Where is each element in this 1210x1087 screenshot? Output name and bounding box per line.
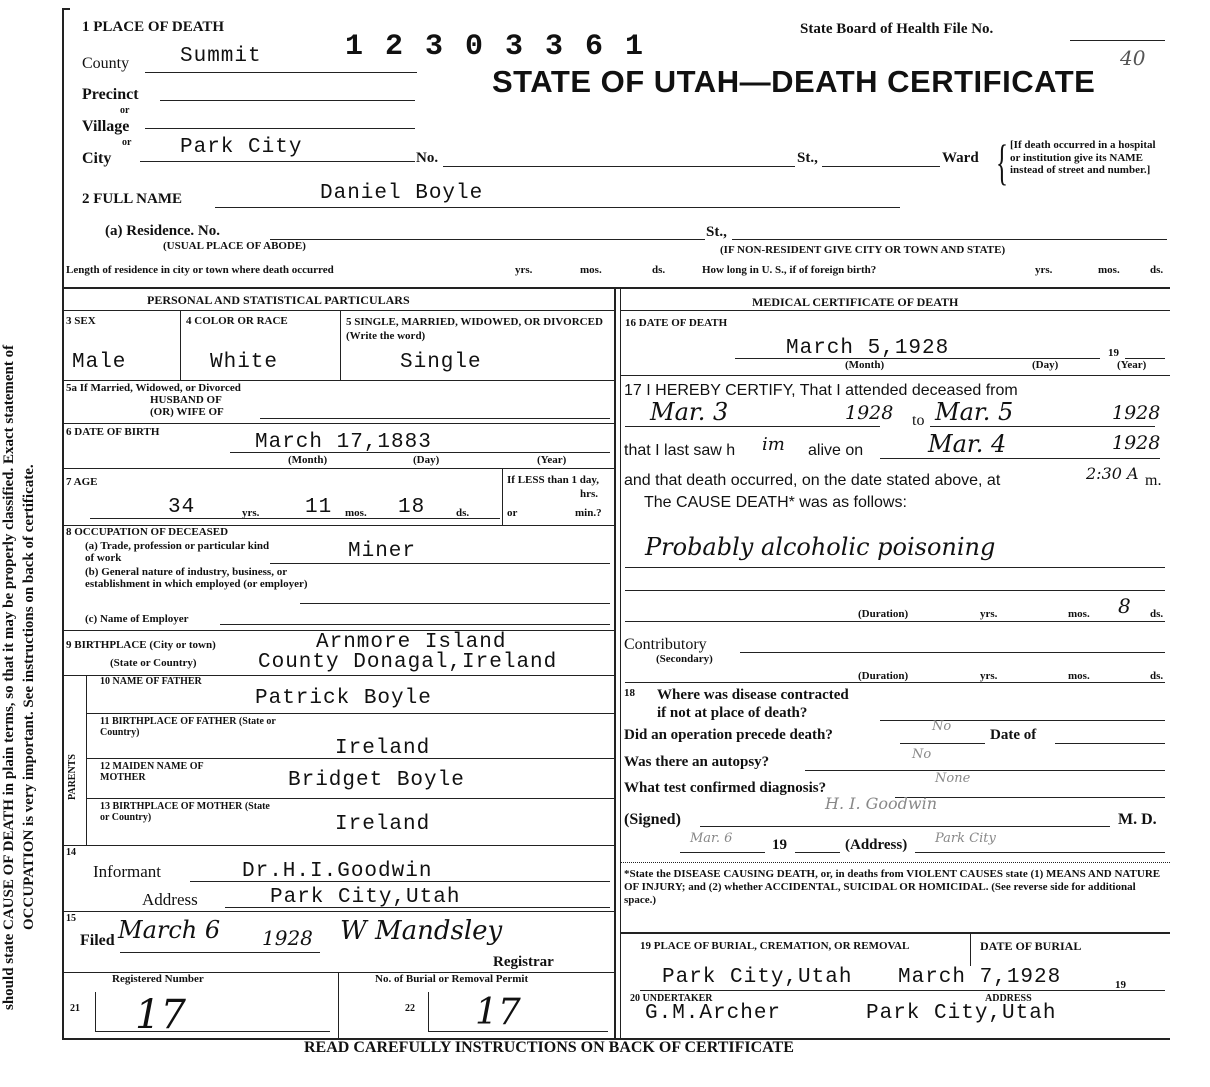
city-value: Park City [180, 136, 303, 159]
father-birthplace-label: 11 BIRTHPLACE OF FATHER (State or Country) [100, 716, 276, 738]
non-resident-label: (IF NON-RESIDENT GIVE CITY OR TOWN AND STATE) [720, 244, 1006, 256]
side-instruction-line-2: OCCUPATION is very important. See instructions on back of certificate. [21, 464, 37, 930]
less-than-day-label: If LESS than 1 day, [507, 474, 600, 486]
registrar-label: Registrar [493, 954, 554, 970]
city-label: City [82, 150, 112, 167]
marital-status-label: 5 SINGLE, MARRIED, WIDOWED, OR DIVORCED (Write the word) [346, 316, 603, 342]
burial-place-label: 19 PLACE OF BURIAL, CREMATION, OR REMOVAL [640, 940, 910, 952]
operation-label: Did an operation precede death? [624, 727, 833, 743]
attended-from-date: Mar. 3 [650, 398, 729, 426]
registered-number-label: Registered Number [112, 973, 204, 985]
precinct-label: Precinct [82, 86, 139, 103]
birthplace-line2: County Donagal,Ireland [258, 651, 558, 674]
operation-date-label: Date of [990, 727, 1037, 743]
cause-label: The CAUSE DEATH* was as follows: [644, 494, 907, 511]
mother-birthplace-value: Ireland [335, 813, 431, 836]
how-long-in-us-label: How long in U. S., if of foreign birth? [702, 264, 877, 276]
date-of-death-value: March 5,1928 [786, 337, 950, 360]
operation-value: No [932, 719, 952, 734]
street-no-label: No. [416, 150, 439, 166]
filed-year: 1928 [262, 926, 313, 950]
birthplace-label: 9 BIRTHPLACE (City or town) [66, 639, 216, 651]
footer-instructions: READ CAREFULLY INSTRUCTIONS ON BACK OF CERTIFICATE [304, 1039, 794, 1056]
filed-date: March 6 [118, 916, 221, 944]
father-birthplace-value: Ireland [335, 737, 431, 760]
physician-address-label: (Address) [845, 837, 908, 853]
burial-permit-label: No. of Burial or Removal Permit [375, 973, 529, 985]
undertaker-address-label: ADDRESS [985, 993, 1032, 1004]
burial-place-value: Park City,Utah [662, 966, 853, 989]
autopsy-label: Was there an autopsy? [624, 754, 770, 770]
usual-abode-label: (USUAL PLACE OF ABODE) [163, 240, 306, 252]
date-of-burial-label: DATE OF BURIAL [980, 939, 1082, 953]
autopsy-value: No [912, 747, 932, 762]
informant-label: Informant [93, 862, 161, 881]
test-confirmed-value: None [935, 771, 971, 786]
undertaker-address-value: Park City,Utah [866, 1002, 1057, 1025]
state-file-label: State Board of Health File No. [800, 21, 994, 37]
medical-section-title: MEDICAL CERTIFICATE OF DEATH [752, 295, 959, 309]
date-of-birth-label: 6 DATE OF BIRTH [66, 426, 160, 438]
contributory-label: Contributory [624, 636, 707, 653]
signed-date: Mar. 6 [690, 831, 733, 846]
mother-name-value: Bridget Boyle [288, 769, 465, 792]
informant-value: Dr.H.I.Goodwin [242, 860, 433, 883]
last-saw-date: Mar. 4 [928, 430, 1007, 458]
cause-instructions-note: *State the DISEASE CAUSING DEATH, or, in deaths from VIOLENT CAUSES state (1) MEANS AND NATURE OF INJURY; and (2) whether ACCIDENTAL, SUICIDAL OR HOMICIDAL. (See reverse side for additional space.) [624, 868, 1161, 907]
cause-of-death-value: Probably alcoholic poisoning [645, 533, 996, 561]
full-name-label: 2 FULL NAME [82, 191, 183, 207]
age-months-value: 11 [305, 496, 333, 519]
death-time-statement: and that death occurred, on the date stated above, at [624, 472, 1001, 489]
informant-address-label: Address [142, 890, 198, 909]
father-name-label: 10 NAME OF FATHER [100, 676, 202, 687]
state-file-value: 40 [1120, 46, 1146, 70]
parents-label: PARENTS [67, 754, 78, 800]
father-name-value: Patrick Boyle [255, 687, 432, 710]
age-years-value: 34 [168, 496, 196, 519]
color-race-value: White [210, 351, 279, 374]
length-of-residence-label: Length of residence in city or town where death occurred [66, 264, 334, 276]
informant-address-value: Park City,Utah [270, 886, 461, 909]
death-time-value: 2:30 A [1086, 464, 1139, 483]
registrar-signature: W Mandsley [340, 916, 503, 946]
registered-number-value: 17 [135, 992, 186, 1038]
burial-permit-value: 17 [475, 992, 521, 1033]
personal-section-title: PERSONAL AND STATISTICAL PARTICULARS [147, 293, 410, 307]
county-label: County [82, 55, 130, 72]
certificate-title: STATE OF UTAH—DEATH CERTIFICATE [492, 64, 1096, 99]
birthplace-line1: Arnmore Island [316, 631, 507, 654]
test-confirmed-label: What test confirmed diagnosis? [624, 780, 827, 796]
undertaker-label: 20 UNDERTAKER [630, 993, 713, 1004]
attended-from-year: 1928 [845, 402, 894, 424]
undertaker-value: G.M.Archer [645, 1002, 782, 1025]
hospital-note: [If death occurred in a hospital or institution give its NAME instead of street and number.] [1010, 139, 1156, 177]
full-name-value: Daniel Boyle [320, 182, 484, 205]
side-instruction-line-1: should state CAUSE OF DEATH in plain terms, so that it may be properly classified. Exact statement of [1, 344, 17, 1010]
certificate-number: 1 2 3 0 3 3 6 1 [345, 30, 646, 64]
residence-label: (a) Residence. No. [105, 223, 220, 239]
where-contracted-label: Where was disease contracted [657, 687, 849, 703]
signed-physician: H. I. Goodwin [825, 794, 938, 813]
age-days-value: 18 [398, 496, 426, 519]
certify-statement: 17 I HEREBY CERTIFY, That I attended deceased from [624, 382, 1018, 399]
county-value: Summit [180, 45, 262, 68]
sex-value: Male [72, 351, 127, 374]
last-saw-year: 1928 [1112, 432, 1161, 454]
place-of-death-label: 1 PLACE OF DEATH [82, 19, 225, 35]
occupation-label: 8 OCCUPATION OF DECEASED [66, 526, 229, 538]
mother-name-label: 12 MAIDEN NAME OF MOTHER [100, 761, 204, 783]
attended-to-date: Mar. 5 [935, 398, 1014, 426]
marital-status-value: Single [400, 351, 482, 374]
residence-st-label: St., [706, 224, 727, 240]
signed-label: (Signed) [624, 811, 681, 828]
mother-birthplace-label: 13 BIRTHPLACE OF MOTHER (State or Country) [100, 801, 270, 823]
village-label: Village [82, 118, 130, 135]
occupation-value: Miner [348, 540, 417, 563]
spouse-label: (OR) WIFE OF [150, 406, 224, 418]
date-of-birth-value: March 17,1883 [255, 431, 432, 454]
burial-date-value: March 7,1928 [898, 966, 1062, 989]
ward-label: Ward [942, 150, 979, 166]
date-of-death-label: 16 DATE OF DEATH [625, 317, 728, 329]
physician-address-value: Park City [935, 831, 996, 846]
age-label: 7 AGE [66, 476, 98, 488]
color-race-label: 4 COLOR OR RACE [186, 315, 288, 327]
filed-label: Filed [80, 932, 115, 949]
street-label: St., [797, 150, 818, 166]
attended-to-year: 1928 [1112, 402, 1161, 424]
sex-label: 3 SEX [66, 315, 96, 327]
duration-months-value: 8 [1118, 594, 1131, 618]
